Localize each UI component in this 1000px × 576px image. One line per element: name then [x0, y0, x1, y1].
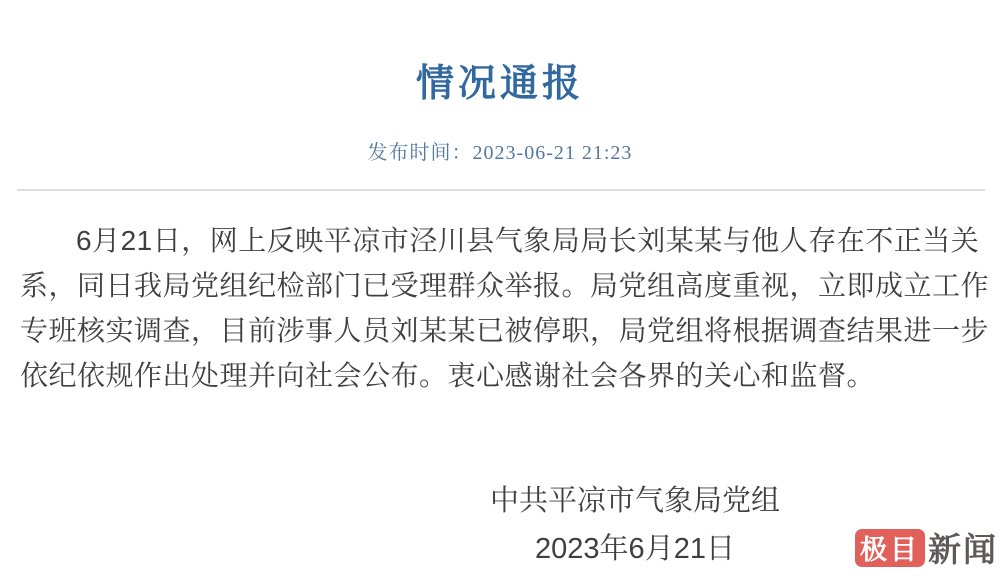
jimu-news-logo	[855, 524, 998, 571]
signature-org: 中共平凉市气象局党组	[489, 485, 780, 517]
body-line-4: 依纪依规作出处理并向社会公布。衷心感谢社会各界的关心和监督。	[20, 360, 876, 391]
jimu-logo-box: 极目	[855, 529, 925, 567]
notice-title: 情况通报	[415, 63, 584, 105]
jimu-logo-suffix: 新闻	[928, 533, 998, 569]
notice-body	[20, 218, 990, 398]
publish-time: 发布时间：2023-06-21 21:23	[367, 142, 633, 164]
signature-block	[455, 477, 815, 573]
body-line-2: 系，同日我局党组纪检部门已受理群众举报。局党组高度重视，立即成立工作	[20, 270, 990, 301]
body-line-1: 6月21日，网上反映平凉市泾川县气象局局长刘某某与他人存在不正当关	[76, 225, 980, 256]
divider-line	[17, 189, 985, 191]
signature-date: 2023年6月21日	[535, 533, 735, 565]
body-line-3: 专班核实调查，目前涉事人员刘某某已被停职，局党组将根据调查结果进一步	[20, 315, 990, 346]
